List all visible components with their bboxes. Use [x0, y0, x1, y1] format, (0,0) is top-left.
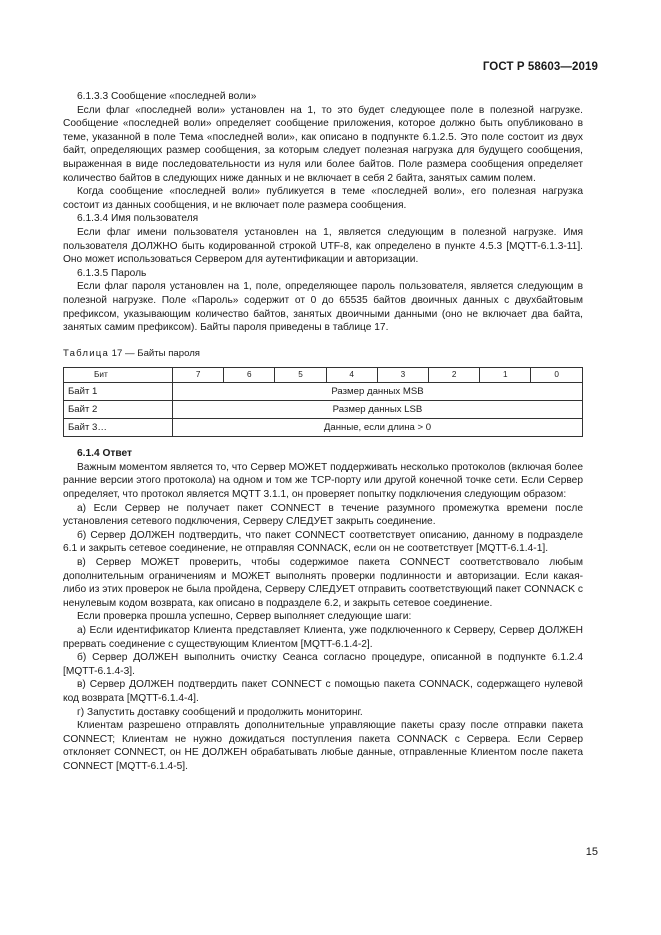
table-header-cell: 6 [224, 368, 275, 383]
table-header-cell: 3 [377, 368, 428, 383]
table-caption [63, 347, 583, 361]
table-row [64, 401, 583, 419]
table-header-cell: 5 [275, 368, 326, 383]
table-row-value: Размер данных MSB [173, 383, 583, 401]
paragraph: Если флаг имени пользователя установлен на 1, является следующим в полезной нагрузке. Имя пользователя ДОЛЖНО быть кодированной строкой UTF-8, как определено в пункте 4.5.3 [MQTT-6.1.3-11]. Оно может использоваться Сервером для аутентификации и авторизации. [63, 226, 583, 266]
page-number: 15 [585, 846, 598, 858]
table-header-cell: 7 [173, 368, 224, 383]
table-row-value: Данные, если длина > 0 [173, 419, 583, 437]
table-row-value: Размер данных LSB [173, 401, 583, 419]
table-header-row [64, 368, 583, 383]
list-item: в) Сервер МОЖЕТ проверить, чтобы содержимое пакета CONNECT соответствовало любым дополнительным ограничениям и МОЖЕТ выполнять проверки подлинности и авторизации. Если какая-либо из этих проверок не была пройдена, Серверу СЛЕДУЕТ отправить соответствующий пакет CONNACK с ненулевым кодом возврата, как описано в подразделе 6.2, и закрыть сетевое соединение. [63, 557, 583, 609]
table-header-cell: 2 [429, 368, 480, 383]
list-item: а) Если Сервер не получает пакет CONNECT в течение разумного промежутка времени после установления сетевого подключения, Серверу СЛЕДУЕТ закрыть соединение. [63, 502, 583, 528]
table-row [64, 383, 583, 401]
list-item: в) Сервер ДОЛЖЕН подтвердить пакет CONNECT с помощью пакета CONNACK, содержащего нулевой код возврата [MQTT-6.1.4-4]. [63, 679, 583, 704]
section-6-1-3-3-title: 6.1.3.3 Сообщение «последней воли» [77, 91, 257, 102]
section-6-1-3-5-title: 6.1.3.5 Пароль [77, 267, 147, 279]
table-row-label: Байт 3… [64, 419, 173, 437]
paragraph: Важным моментом является то, что Сервер МОЖЕТ поддерживать несколько протоколов (включая более ранние версии этого протокола) на одном и том же TCP-порту или другой конечной точке сети. Если Сервер определяет, что протокол является MQTT 3.1.1, он проверяет попытку подключения следующим образом: [63, 461, 583, 501]
list-item: б) Сервер ДОЛЖЕН подтвердить, что пакет CONNECT соответствует описанию, данному в подразделе 6.1 и закрыть сетевое соединение, не отправляя CONNACK, если он не соответствует [MQTT-6.1.4-1]. [63, 529, 583, 555]
section-6-1-4-title: 6.1.4 Ответ [77, 448, 133, 460]
table-header-cell: Бит [64, 368, 173, 383]
table-header-cell: 1 [480, 368, 531, 383]
table-row-label: Байт 2 [64, 401, 173, 419]
document-code: ГОСТ Р 58603—2019 [482, 61, 598, 73]
list-item: г) Запустить доставку сообщений и продолжить мониторинг. [77, 706, 363, 718]
table-header-cell: 0 [531, 368, 583, 383]
table-caption-word: Таблица [63, 347, 110, 359]
paragraph: Если флаг пароля установлен на 1, поле, определяющее пароль пользователя, является следующим в полезной нагрузке. Поле «Пароль» содержит от 0 до 65535 байтов двоичных данных с двухбайтовым префиксом, указывающим количество байтов, занятых двоичными данными (оно не включает два байта, занятых самим префиксом). Байты пароля приведены в таблице 17. [63, 281, 583, 334]
paragraph: Если проверка прошла успешно, Сервер выполняет следующие шаги: [77, 611, 412, 623]
page-content [63, 90, 583, 774]
table-header-cell: 4 [326, 368, 377, 383]
list-item: а) Если идентификатор Клиента представляет Клиента, уже подключенного к Серверу, Сервер ДОЛЖЕН прервать соединение с существующим Клиентом [MQTT-6.1.4-2]. [63, 625, 583, 650]
password-bytes-table [63, 367, 583, 437]
section-6-1-3-4-title: 6.1.3.4 Имя пользователя [77, 213, 199, 225]
paragraph: Если флаг «последней воли» установлен на 1, то это будет следующее поле в полезной нагрузке. Сообщение «последней воли» определяет сообщение приложения, которое должно быть опубликовано в теме, указанной в поле Тема «последней воли», как описано в подпункте 6.1.2.5. Это поле состоит из двух байт, определяющих размер сообщения, за которым следует полезная нагрузка для будущего сообщения, выраженная в виде последовательности из нуля или более байтов. Поле размера сообщения определяет количество байтов в следующих ниже данных и не включает в себя 2 байта, занятых самим полем. [63, 104, 583, 184]
list-item: б) Сервер ДОЛЖЕН выполнить очистку Сеанса согласно процедуре, описанной в подпункте 6.1.2.4 [MQTT-6.1.4-3]. [63, 652, 583, 677]
paragraph: Клиентам разрешено отправлять дополнительные управляющие пакеты сразу после отправки пакета CONNECT; Клиентам не нужно дожидаться поступления пакета CONNACK с Сервера. Если Сервер отклоняет CONNECT, он НЕ ДОЛЖЕН обрабатывать любые данные, отправленные Клиентом после пакета CONNECT [MQTT-6.1.4-5]. [63, 720, 583, 772]
table-row-label: Байт 1 [64, 383, 173, 401]
table-row [64, 419, 583, 437]
paragraph: Когда сообщение «последней воли» публикуется в теме «последней воли», его полезная нагрузка состоит из данных сообщения, и не включает поле размера сообщения. [63, 186, 583, 211]
table-caption-text: 17 — Байты пароля [109, 347, 201, 359]
